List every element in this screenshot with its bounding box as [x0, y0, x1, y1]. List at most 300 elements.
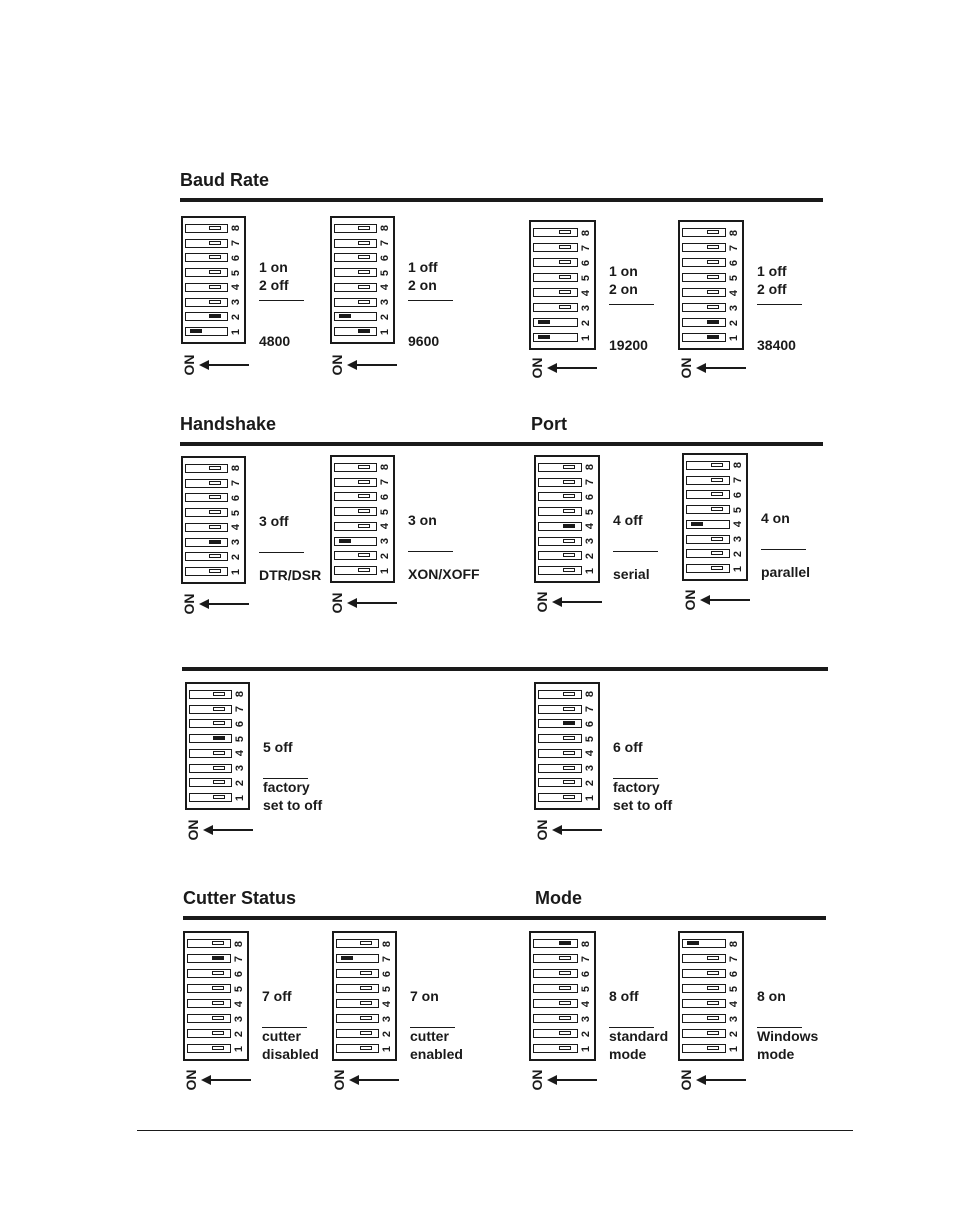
switch-number: 1: [230, 328, 242, 335]
switch-knob: [559, 275, 571, 279]
dip-switch-2: [185, 312, 228, 321]
switch-number: 8: [379, 464, 391, 471]
dip-switch-5: [334, 268, 377, 277]
switch-knob: [209, 569, 221, 573]
switch-number: 7: [584, 706, 596, 713]
switch-knob: [190, 329, 202, 333]
switch-number: 5: [233, 985, 245, 992]
setting-label: 7 off: [262, 988, 292, 1004]
switch-knob: [711, 537, 723, 541]
dip-switch-6: [334, 492, 377, 501]
switch-number: 1: [580, 334, 592, 341]
switch-knob: [358, 480, 370, 484]
dip-switch-2: [538, 551, 582, 560]
dip-switch-4: [189, 749, 232, 758]
setting-value: XON/XOFF: [408, 566, 480, 582]
dip-switch-1: [682, 1044, 726, 1053]
switch-knob: [358, 226, 370, 230]
switch-knob: [707, 260, 719, 264]
switch-number: 4: [234, 750, 246, 757]
switch-number: 1: [732, 565, 744, 572]
dip-switch-5: [538, 507, 582, 516]
switch-number: 6: [580, 259, 592, 266]
switch-knob: [209, 525, 221, 529]
switch-knob: [707, 245, 719, 249]
setting-value: 9600: [408, 333, 440, 349]
switch-number: 1: [379, 328, 391, 335]
switch-number: 1: [233, 1045, 245, 1052]
switch-number: 8: [379, 225, 391, 232]
switch-knob: [360, 971, 372, 975]
switch-number: 6: [728, 259, 740, 266]
switch-number: 2: [234, 779, 246, 786]
setting-value-2: set to off: [263, 797, 323, 813]
switch-knob: [209, 300, 221, 304]
switch-knob: [209, 255, 221, 259]
switch-knob: [209, 285, 221, 289]
dip-switch-7: [682, 243, 726, 252]
setting-value: serial: [613, 566, 650, 582]
switch-knob: [213, 751, 225, 755]
dip-switch-4: [538, 522, 582, 531]
setting-value: 38400: [757, 337, 796, 353]
setting-label: 3 on: [408, 512, 437, 528]
switch-knob: [559, 1046, 571, 1050]
dip-switch-block: [534, 455, 600, 583]
switch-knob: [538, 320, 550, 324]
switch-knob: [360, 1046, 372, 1050]
switch-number: 2: [230, 313, 242, 320]
switch-number: 6: [580, 970, 592, 977]
dip-switch-5: [682, 984, 726, 993]
rule-cutter-mode: [183, 916, 826, 920]
setting-label: 1 off: [757, 263, 787, 279]
dip-switch-5: [533, 984, 578, 993]
dip-switch-block: [330, 455, 395, 583]
dip-switch-2: [336, 1029, 379, 1038]
on-direction-arrow-icon: [203, 824, 255, 836]
switch-number: 5: [381, 985, 393, 992]
switch-knob: [559, 941, 571, 945]
switch-knob: [358, 285, 370, 289]
switch-number: 3: [381, 1015, 393, 1022]
switch-knob: [691, 522, 703, 526]
switch-number: 4: [580, 289, 592, 296]
switch-knob: [360, 1016, 372, 1020]
dip-switch-6: [185, 253, 228, 262]
switch-number: 7: [728, 955, 740, 962]
switch-number: 2: [732, 550, 744, 557]
setting-label: 8 on: [757, 988, 786, 1004]
switch-number: 3: [732, 536, 744, 543]
switch-knob: [559, 956, 571, 960]
dip-switch-8: [538, 690, 582, 699]
switch-knob: [707, 230, 719, 234]
on-direction-label: ON: [181, 354, 197, 376]
on-direction-arrow-icon: [696, 1074, 748, 1086]
switch-number: 8: [381, 940, 393, 947]
dip-switch-8: [538, 463, 582, 472]
dip-switch-1: [682, 333, 726, 342]
dip-switch-4: [682, 288, 726, 297]
switch-number: 2: [580, 319, 592, 326]
switch-knob: [358, 494, 370, 498]
dip-switch-4: [185, 523, 228, 532]
dip-switch-3: [686, 535, 730, 544]
dip-switch-8: [334, 463, 377, 472]
dip-switch-6: [533, 969, 578, 978]
switch-number: 1: [379, 567, 391, 574]
switch-knob: [339, 314, 351, 318]
switch-number: 1: [584, 567, 596, 574]
dip-switch-7: [185, 479, 228, 488]
switch-number: 3: [580, 304, 592, 311]
dip-switch-4: [334, 283, 377, 292]
rule-baud-rate: [180, 198, 823, 202]
switch-number: 7: [584, 479, 596, 486]
switch-number: 5: [234, 735, 246, 742]
switch-knob: [213, 692, 225, 696]
switch-number: 8: [732, 462, 744, 469]
switch-number: 3: [234, 765, 246, 772]
on-direction-label: ON: [185, 819, 201, 841]
on-direction-arrow-icon: [199, 598, 251, 610]
switch-number: 6: [233, 970, 245, 977]
dip-switch-7: [189, 705, 232, 714]
switch-knob: [707, 1046, 719, 1050]
switch-knob: [209, 314, 221, 318]
setting-value: Windows: [757, 1028, 819, 1044]
switch-number: 6: [584, 493, 596, 500]
switch-knob: [563, 524, 575, 528]
switch-number: 4: [379, 284, 391, 291]
switch-knob: [687, 941, 699, 945]
switch-number: 2: [230, 553, 242, 560]
switch-knob: [212, 1046, 224, 1050]
dip-switch-3: [533, 303, 578, 312]
dip-switch-6: [185, 493, 228, 502]
dip-switch-1: [334, 566, 377, 575]
switch-number: 7: [379, 479, 391, 486]
dip-switch-4: [686, 520, 730, 529]
switch-number: 8: [233, 940, 245, 947]
dip-switch-2: [682, 1029, 726, 1038]
dip-switch-6: [334, 253, 377, 262]
switch-number: 8: [584, 691, 596, 698]
switch-knob: [707, 305, 719, 309]
switch-knob: [358, 300, 370, 304]
on-direction-arrow-icon: [696, 362, 748, 374]
dip-switch-5: [185, 508, 228, 517]
dip-switch-1: [189, 793, 232, 802]
switch-number: 2: [728, 1030, 740, 1037]
dip-switch-8: [185, 464, 228, 473]
setting-value: parallel: [761, 564, 811, 580]
switch-number: 1: [234, 794, 246, 801]
switch-number: 6: [230, 494, 242, 501]
dip-switch-5: [185, 268, 228, 277]
setting-value: 4800: [259, 333, 291, 349]
switch-number: 3: [230, 299, 242, 306]
dip-switch-6: [686, 490, 730, 499]
heading-mode: Mode: [535, 888, 582, 908]
setting-label: 1 on: [609, 263, 638, 279]
dip-switch-3: [187, 1014, 231, 1023]
switch-knob: [563, 509, 575, 513]
switch-number: 2: [584, 779, 596, 786]
switch-number: 1: [580, 1045, 592, 1052]
dip-switch-8: [334, 224, 377, 233]
on-direction-label: ON: [329, 592, 345, 614]
switch-knob: [707, 986, 719, 990]
dip-switch-1: [185, 327, 228, 336]
switch-number: 3: [379, 538, 391, 545]
dip-switch-2: [185, 552, 228, 561]
dip-switch-block: [332, 931, 397, 1061]
dip-switch-5: [189, 734, 232, 743]
switch-number: 5: [728, 985, 740, 992]
switch-number: 3: [230, 539, 242, 546]
label-underline: [408, 300, 453, 301]
setting-value: cutter: [410, 1028, 449, 1044]
setting-value: cutter: [262, 1028, 301, 1044]
switch-knob: [212, 956, 224, 960]
dip-switch-7: [185, 239, 228, 248]
dip-switch-8: [189, 690, 232, 699]
on-direction-label: ON: [678, 1069, 694, 1091]
switch-knob: [212, 1001, 224, 1005]
setting-label-2: 2 on: [408, 277, 437, 293]
dip-switch-4: [336, 999, 379, 1008]
switch-knob: [707, 320, 719, 324]
on-direction-arrow-icon: [552, 596, 604, 608]
on-direction-arrow-icon: [199, 359, 251, 371]
dip-switch-1: [538, 793, 582, 802]
switch-knob: [538, 335, 550, 339]
dip-switch-3: [336, 1014, 379, 1023]
switch-knob: [559, 1016, 571, 1020]
dip-switch-3: [189, 764, 232, 773]
dip-switch-1: [533, 333, 578, 342]
dip-switch-5: [334, 507, 377, 516]
dip-switch-block: [181, 456, 246, 584]
switch-number: 2: [584, 552, 596, 559]
switch-knob: [213, 766, 225, 770]
switch-number: 4: [728, 289, 740, 296]
switch-number: 6: [584, 720, 596, 727]
dip-switch-1: [336, 1044, 379, 1053]
switch-knob: [358, 241, 370, 245]
switch-number: 8: [580, 229, 592, 236]
switch-knob: [358, 509, 370, 513]
switch-number: 5: [584, 735, 596, 742]
dip-switch-2: [533, 318, 578, 327]
dip-switch-block: [185, 682, 250, 810]
setting-label: 6 off: [613, 739, 643, 755]
switch-number: 5: [379, 508, 391, 515]
switch-knob: [213, 780, 225, 784]
dip-switch-7: [336, 954, 379, 963]
switch-knob: [212, 1016, 224, 1020]
switch-knob: [707, 956, 719, 960]
switch-knob: [360, 1001, 372, 1005]
label-underline: [259, 552, 304, 553]
dip-switch-6: [538, 492, 582, 501]
switch-knob: [707, 335, 719, 339]
dip-switch-1: [538, 566, 582, 575]
switch-number: 4: [381, 1000, 393, 1007]
switch-number: 1: [584, 794, 596, 801]
dip-switch-7: [538, 478, 582, 487]
switch-number: 8: [584, 464, 596, 471]
dip-switch-6: [189, 719, 232, 728]
switch-knob: [358, 568, 370, 572]
switch-knob: [209, 466, 221, 470]
dip-switch-4: [533, 999, 578, 1008]
switch-number: 7: [580, 244, 592, 251]
dip-switch-3: [538, 537, 582, 546]
setting-label-2: 2 off: [757, 281, 787, 297]
switch-knob: [563, 780, 575, 784]
switch-number: 4: [584, 523, 596, 530]
dip-switch-7: [538, 705, 582, 714]
switch-knob: [563, 721, 575, 725]
setting-label: 4 off: [613, 512, 643, 528]
dip-switch-7: [533, 954, 578, 963]
switch-number: 8: [230, 465, 242, 472]
switch-number: 8: [728, 229, 740, 236]
switch-knob: [563, 480, 575, 484]
setting-label: 3 off: [259, 513, 289, 529]
dip-switch-6: [538, 719, 582, 728]
switch-number: 4: [230, 284, 242, 291]
switch-knob: [212, 986, 224, 990]
on-direction-label: ON: [534, 819, 550, 841]
switch-number: 6: [379, 254, 391, 261]
switch-knob: [341, 956, 353, 960]
switch-number: 6: [381, 970, 393, 977]
switch-number: 6: [732, 491, 744, 498]
on-direction-arrow-icon: [547, 1074, 599, 1086]
switch-knob: [358, 255, 370, 259]
dip-switch-1: [686, 564, 730, 573]
switch-number: 4: [233, 1000, 245, 1007]
switch-knob: [209, 481, 221, 485]
dip-switch-8: [682, 939, 726, 948]
switch-knob: [563, 692, 575, 696]
dip-switch-6: [682, 969, 726, 978]
dip-switch-8: [185, 224, 228, 233]
switch-knob: [559, 230, 571, 234]
label-underline: [613, 551, 658, 552]
dip-switch-5: [533, 273, 578, 282]
switch-number: 5: [728, 274, 740, 281]
switch-number: 3: [233, 1015, 245, 1022]
dip-switch-block: [330, 216, 395, 344]
dip-switch-1: [185, 567, 228, 576]
switch-number: 5: [580, 985, 592, 992]
switch-knob: [711, 463, 723, 467]
switch-number: 2: [381, 1030, 393, 1037]
switch-knob: [209, 241, 221, 245]
dip-switch-block: [682, 453, 748, 581]
switch-knob: [212, 971, 224, 975]
switch-number: 4: [379, 523, 391, 530]
dip-switch-block: [529, 931, 596, 1061]
switch-knob: [213, 721, 225, 725]
dip-switch-8: [533, 939, 578, 948]
dip-switch-1: [533, 1044, 578, 1053]
on-direction-label: ON: [529, 357, 545, 379]
dip-switch-6: [682, 258, 726, 267]
dip-switch-5: [187, 984, 231, 993]
switch-number: 4: [584, 750, 596, 757]
dip-switch-1: [334, 327, 377, 336]
switch-number: 5: [230, 269, 242, 276]
dip-switch-2: [334, 551, 377, 560]
switch-knob: [559, 290, 571, 294]
switch-number: 5: [732, 506, 744, 513]
heading-cutter-status: Cutter Status: [183, 888, 297, 908]
switch-knob: [563, 707, 575, 711]
dip-switch-7: [533, 243, 578, 252]
switch-number: 7: [230, 240, 242, 247]
dip-switch-8: [187, 939, 231, 948]
switch-knob: [358, 524, 370, 528]
on-direction-label: ON: [183, 1069, 199, 1091]
dip-switch-2: [334, 312, 377, 321]
dip-switch-6: [187, 969, 231, 978]
dip-switch-block: [678, 220, 744, 350]
setting-label: 1 off: [408, 259, 438, 275]
dip-switch-3: [334, 537, 377, 546]
dip-switch-8: [682, 228, 726, 237]
switch-number: 3: [580, 1015, 592, 1022]
dip-switch-4: [538, 749, 582, 758]
switch-knob: [209, 226, 221, 230]
setting-value: factory: [263, 779, 310, 795]
setting-value-2: mode: [609, 1046, 647, 1062]
dip-switch-5: [682, 273, 726, 282]
on-direction-label: ON: [534, 591, 550, 613]
setting-label-2: 2 off: [259, 277, 289, 293]
on-direction-label: ON: [181, 593, 197, 615]
dip-switch-5: [538, 734, 582, 743]
switch-number: 7: [233, 955, 245, 962]
on-direction-arrow-icon: [547, 362, 599, 374]
switch-number: 4: [728, 1000, 740, 1007]
setting-value-2: enabled: [410, 1046, 463, 1062]
setting-label-2: 2 on: [609, 281, 638, 297]
switch-knob: [707, 1001, 719, 1005]
switch-knob: [563, 766, 575, 770]
on-direction-arrow-icon: [347, 359, 399, 371]
switch-number: 3: [379, 299, 391, 306]
switch-knob: [213, 795, 225, 799]
switch-knob: [358, 553, 370, 557]
dip-switch-2: [189, 778, 232, 787]
label-underline: [757, 304, 802, 305]
switch-knob: [559, 1001, 571, 1005]
switch-number: 2: [728, 319, 740, 326]
dip-switch-block: [534, 682, 600, 810]
on-direction-arrow-icon: [201, 1074, 253, 1086]
dip-switch-2: [682, 318, 726, 327]
setting-value-2: disabled: [262, 1046, 319, 1062]
switch-number: 7: [732, 477, 744, 484]
dip-switch-2: [533, 1029, 578, 1038]
switch-knob: [563, 553, 575, 557]
